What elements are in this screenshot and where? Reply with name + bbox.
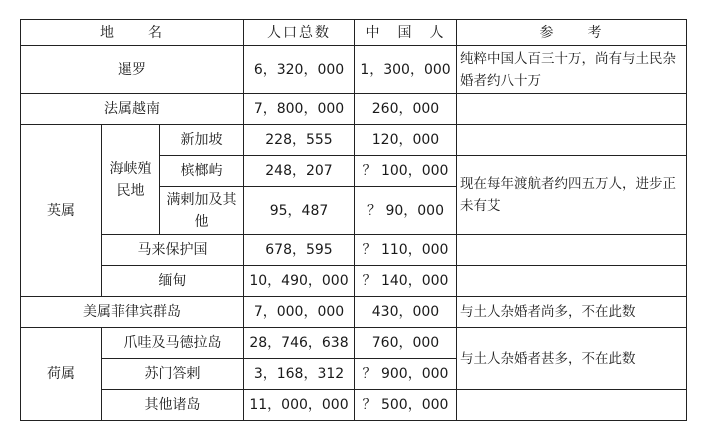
- cell-chinese-philippines: 430，000: [355, 297, 457, 328]
- cell-straits-settlements: 海峡殖民地: [102, 125, 160, 235]
- cell-chinese-siam: 1，300，000: [355, 46, 457, 94]
- cell-place-french-annam: 法属越南: [21, 94, 244, 125]
- cell-note-siam: 纯粹中国人百三十万，尚有与土民杂婚者约八十万: [457, 46, 687, 94]
- table-row-java: [21, 328, 687, 359]
- header-total-population: 人口总数: [244, 20, 355, 46]
- cell-note-burma: [457, 266, 687, 297]
- cell-total-penang: 248，207: [244, 156, 355, 187]
- cell-place-sumatra: 苏门答剌: [102, 359, 244, 390]
- cell-total-burma: 10，490，000: [244, 266, 355, 297]
- cell-total-singapore: 228，555: [244, 125, 355, 156]
- header-row: [21, 20, 687, 46]
- cell-note-french-annam: [457, 94, 687, 125]
- cell-total-other-islands: 11，000，000: [244, 390, 355, 421]
- cell-total-philippines: 7，000，000: [244, 297, 355, 328]
- cell-chinese-other-islands: ？ 500，000: [355, 390, 457, 421]
- table-row-siam: [21, 46, 687, 94]
- cell-chinese-singapore: 120，000: [355, 125, 457, 156]
- cell-place-malacca: 满剌加及其他: [160, 187, 244, 235]
- cell-note-malay-states: [457, 235, 687, 266]
- cell-place-burma: 缅甸: [102, 266, 244, 297]
- cell-place-philippines: 美属菲律宾群岛: [21, 297, 244, 328]
- cell-note-british-top: [457, 125, 687, 156]
- cell-place-singapore: 新加坡: [160, 125, 244, 156]
- cell-place-malay-states: 马来保护国: [102, 235, 244, 266]
- cell-place-siam: 暹罗: [21, 46, 244, 94]
- cell-chinese-malay-states: ？ 110，000: [355, 235, 457, 266]
- population-table-container: [20, 19, 687, 421]
- overseas-chinese-population-table: [20, 19, 687, 421]
- cell-chinese-burma: ？ 140，000: [355, 266, 457, 297]
- cell-group-british: 英属: [21, 125, 102, 297]
- cell-chinese-french-annam: 260，000: [355, 94, 457, 125]
- table-row-other-islands: [21, 390, 687, 421]
- header-reference: 参 考: [457, 20, 687, 46]
- cell-total-sumatra: 3，168，312: [244, 359, 355, 390]
- cell-total-java: 28，746，638: [244, 328, 355, 359]
- header-place: 地 名: [21, 20, 244, 46]
- cell-note-dutch: 与土人杂婚者甚多，不在此数: [457, 328, 687, 390]
- cell-chinese-malacca: ？ 90，000: [355, 187, 457, 235]
- cell-total-malacca: 95，487: [244, 187, 355, 235]
- cell-note-philippines: 与土人杂婚者尚多，不在此数: [457, 297, 687, 328]
- cell-total-siam: 6，320，000: [244, 46, 355, 94]
- table-row-french-annam: [21, 94, 687, 125]
- cell-note-other-islands: [457, 390, 687, 421]
- header-chinese: 中 国 人: [355, 20, 457, 46]
- table-row-philippines: [21, 297, 687, 328]
- table-row-singapore: [21, 125, 687, 156]
- cell-place-java: 爪哇及马德拉岛: [102, 328, 244, 359]
- cell-chinese-penang: ？ 100，000: [355, 156, 457, 187]
- cell-place-other-islands: 其他诸岛: [102, 390, 244, 421]
- table-row-burma: [21, 266, 687, 297]
- cell-chinese-java: 760，000: [355, 328, 457, 359]
- cell-place-penang: 槟榔屿: [160, 156, 244, 187]
- cell-total-malay-states: 678，595: [244, 235, 355, 266]
- cell-chinese-sumatra: ？ 900，000: [355, 359, 457, 390]
- cell-group-dutch: 荷属: [21, 328, 102, 421]
- cell-total-french-annam: 7，800，000: [244, 94, 355, 125]
- table-row-malay-states: [21, 235, 687, 266]
- cell-note-british: 现在每年渡航者约四五万人，进步正未有艾: [457, 156, 687, 235]
